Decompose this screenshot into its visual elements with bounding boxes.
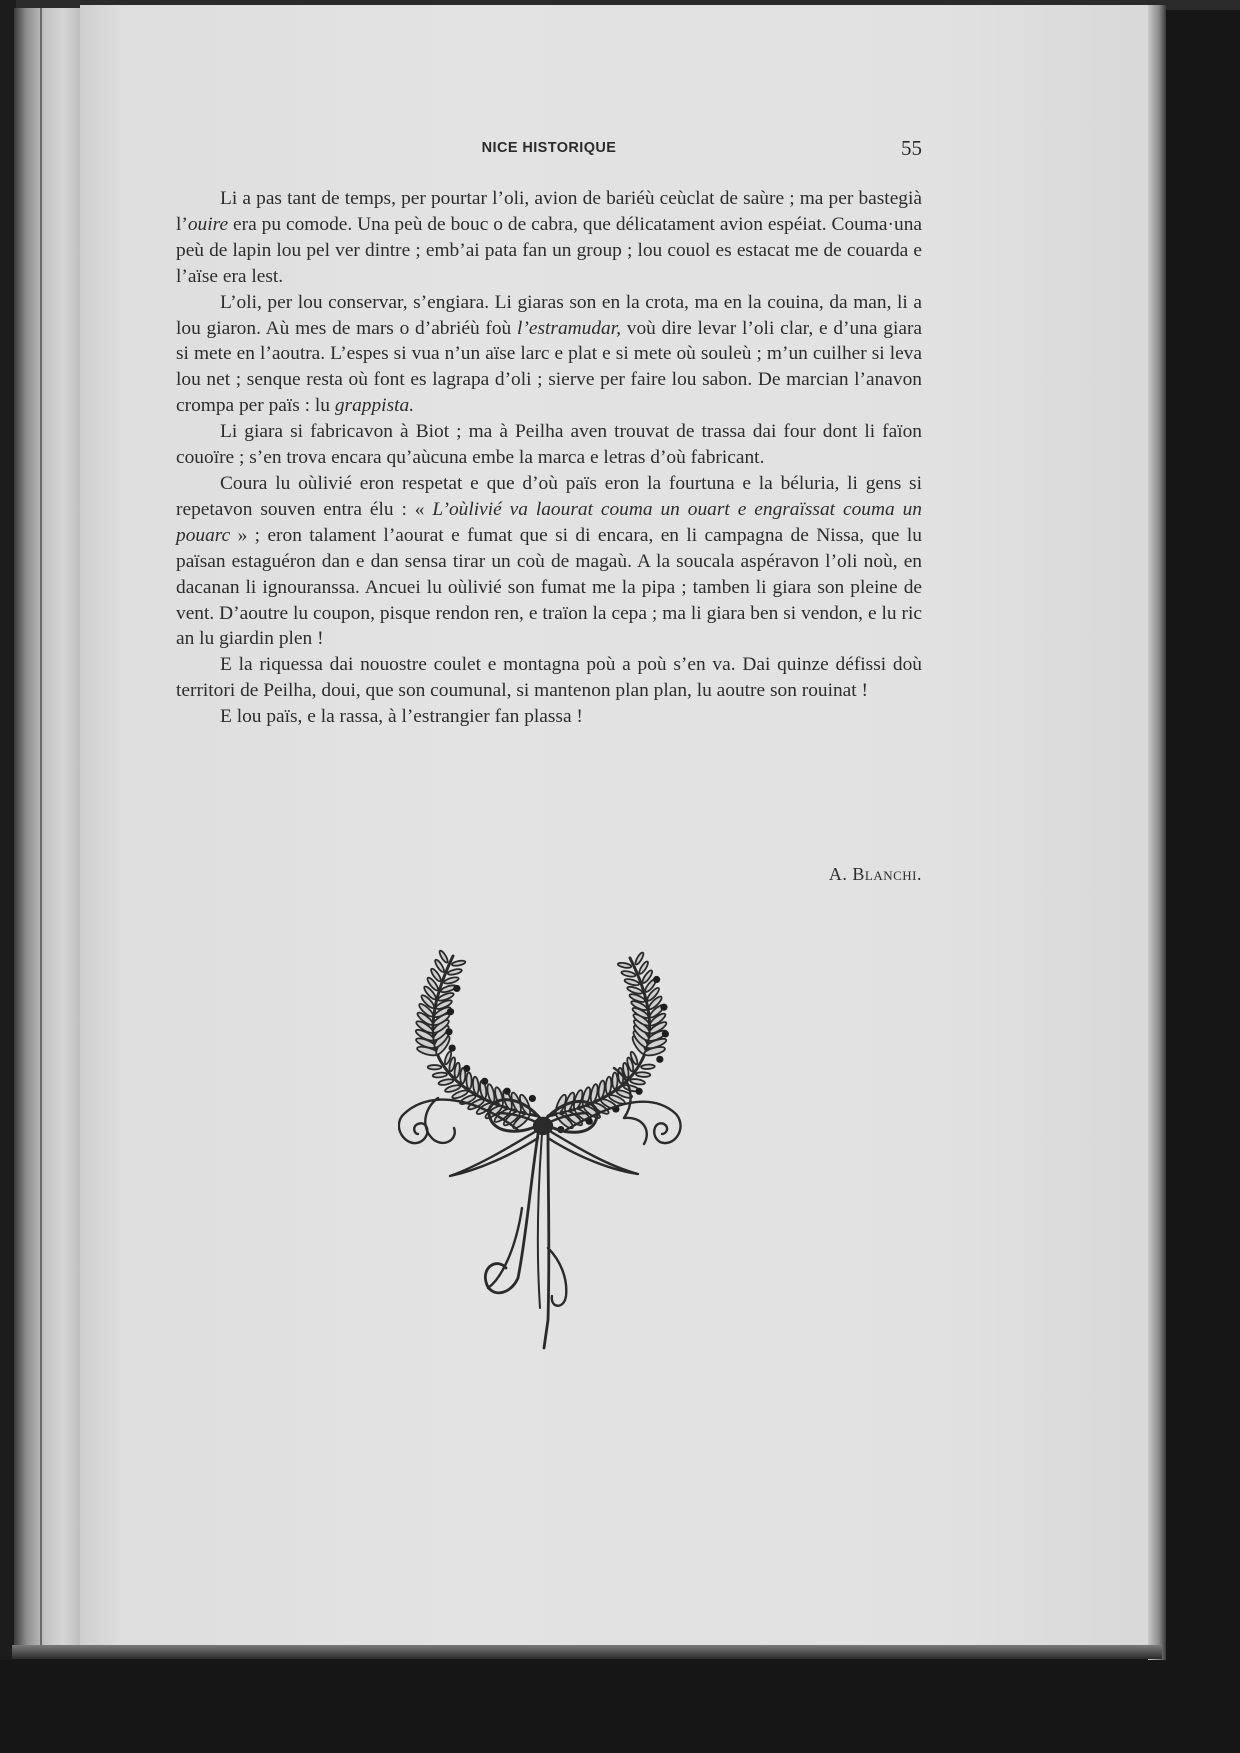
italic-text: ouire — [187, 213, 229, 235]
laurel-leaf — [466, 1072, 472, 1089]
text-run: » ; eron talament l’aourat e fumat que si di encara, en li campagna de Nissa, que lu païsan estaguéron dan e dan sensa tirar un coù de magaù. A la soucala aspéravon l’oli noù, en dacanan li ignouranssa. Ancuei lu oùlivié son fumat me la pipa ; tamben li giara son pleine de vent. D’aoutre lu coupon, pisque rendon ren, e traïon la cepa ; ma li giara ben si vendon, e lu ric an lu giardin plen ! — [176, 524, 922, 650]
paragraph-4 — [176, 471, 922, 652]
laurel-wreath-icon — [398, 948, 688, 1358]
laurel-berry — [481, 1078, 488, 1085]
author-signature: A. Blanchi. — [828, 864, 922, 884]
text-run: voù dire levar l’oli clar, e d’una giara si mete en l’aoutra. L’espes si vua n’un aïse larc e plat e si mete où souleù ; m’un cuilher si leva lou net ; senque resta où font es lagrapa d’oli ; sierve per faire lou sabon. De marcian l’anavon crompa per païs : lu — [176, 317, 923, 417]
paragraph-5 — [176, 652, 922, 704]
laurel-berry — [447, 1008, 454, 1015]
gutter-line — [40, 8, 42, 1648]
laurel-leaf — [444, 976, 460, 985]
text-run: L’oli, per lou conservar, s’engiara. Li giaras son en la crota, ma en la couina, da man, li a lou giaron. Aù mes de mars o d’abriéù foù — [176, 291, 922, 339]
laurel-leaf — [624, 978, 640, 987]
laurel-leaf — [432, 1072, 447, 1078]
laurel-berry — [503, 1088, 510, 1095]
laurel-leaf — [447, 968, 462, 976]
laurel-berry — [463, 1065, 470, 1072]
laurel-berry — [653, 976, 660, 983]
page-number: 55 — [901, 136, 922, 160]
page-bottom-shadow — [12, 1645, 1162, 1659]
book-spine-edge — [14, 8, 85, 1658]
paragraph-1 — [176, 186, 922, 290]
text-run: Li giara si fabricavon à Biot ; ma à Peilha aven trouvat de trassa dai four dont li faïon couoïre ; s’en trova encara qu’aùcuna embe la marca e letras d’où fabricant. — [176, 421, 922, 469]
page-header — [176, 136, 922, 162]
laurel-berry — [635, 1088, 642, 1095]
laurel-berry — [662, 1030, 669, 1037]
laurel-berry — [529, 1095, 536, 1102]
laurel-berry — [656, 1056, 663, 1063]
laurel-berry — [449, 1044, 456, 1051]
laurel-berry — [660, 1004, 667, 1011]
italic-text: L’oùlivié va laourat couma un ouart e engraïssat couma un pouarc — [176, 498, 922, 546]
laurel-leaf — [472, 1077, 479, 1095]
italic-text: l’estramudar, — [517, 317, 621, 339]
article-body — [176, 186, 922, 730]
laurel-leaf — [605, 1077, 612, 1094]
laurel-leaf — [636, 1072, 651, 1077]
laurel-berry — [453, 985, 460, 992]
italic-text: grappista. — [334, 395, 415, 417]
text-run: E lou païs, e la rassa, à l’estrangier fan plassa ! — [220, 706, 583, 728]
laurel-leaf — [428, 1065, 442, 1069]
laurel-leaf — [452, 960, 466, 967]
text-run: era pu comode. Una peù de bouc o de cabra, que délicatament avion espéiat. Couma·una peù de lapin lou pel ver dintre ; emb’ai pata fan un group ; lou couol es estacat me de couarda e l’aïse era lest. — [176, 213, 922, 287]
text-run: Li a pas tant de temps, per pourtar l’oli, avion de bariéù ceùclat de saùre ; ma per bastegià l’ — [176, 188, 922, 235]
laurel-leaf — [630, 1078, 646, 1085]
laurel-berry — [445, 1028, 452, 1035]
running-title: NICE HISTORIQUE — [481, 140, 617, 156]
laurel-leaf — [627, 985, 643, 995]
paragraph-6 — [176, 704, 922, 730]
page-right-edge — [1148, 5, 1166, 1660]
text-run: Coura lu oùlivié eron respetat e que d’où païs eron la fourtuna e la béluria, li gens si repetavon souven entra élu : « — [176, 472, 922, 520]
laurel-leaf — [621, 970, 636, 978]
paragraph-2 — [176, 290, 922, 420]
laurel-leaf — [617, 962, 631, 969]
laurel-leaf — [438, 1078, 454, 1086]
laurel-leaf — [612, 1073, 617, 1089]
laurel-leaf — [641, 1064, 655, 1069]
paragraph-3 — [176, 419, 922, 471]
text-run: E la riquessa dai nouostre coulet e montagna poù a poù s’en va. Dai quinze défissi doù territori de Peilha, doui, que son coumunal, si mantenon plan plan, lu aoutre son rouinat ! — [176, 654, 922, 702]
